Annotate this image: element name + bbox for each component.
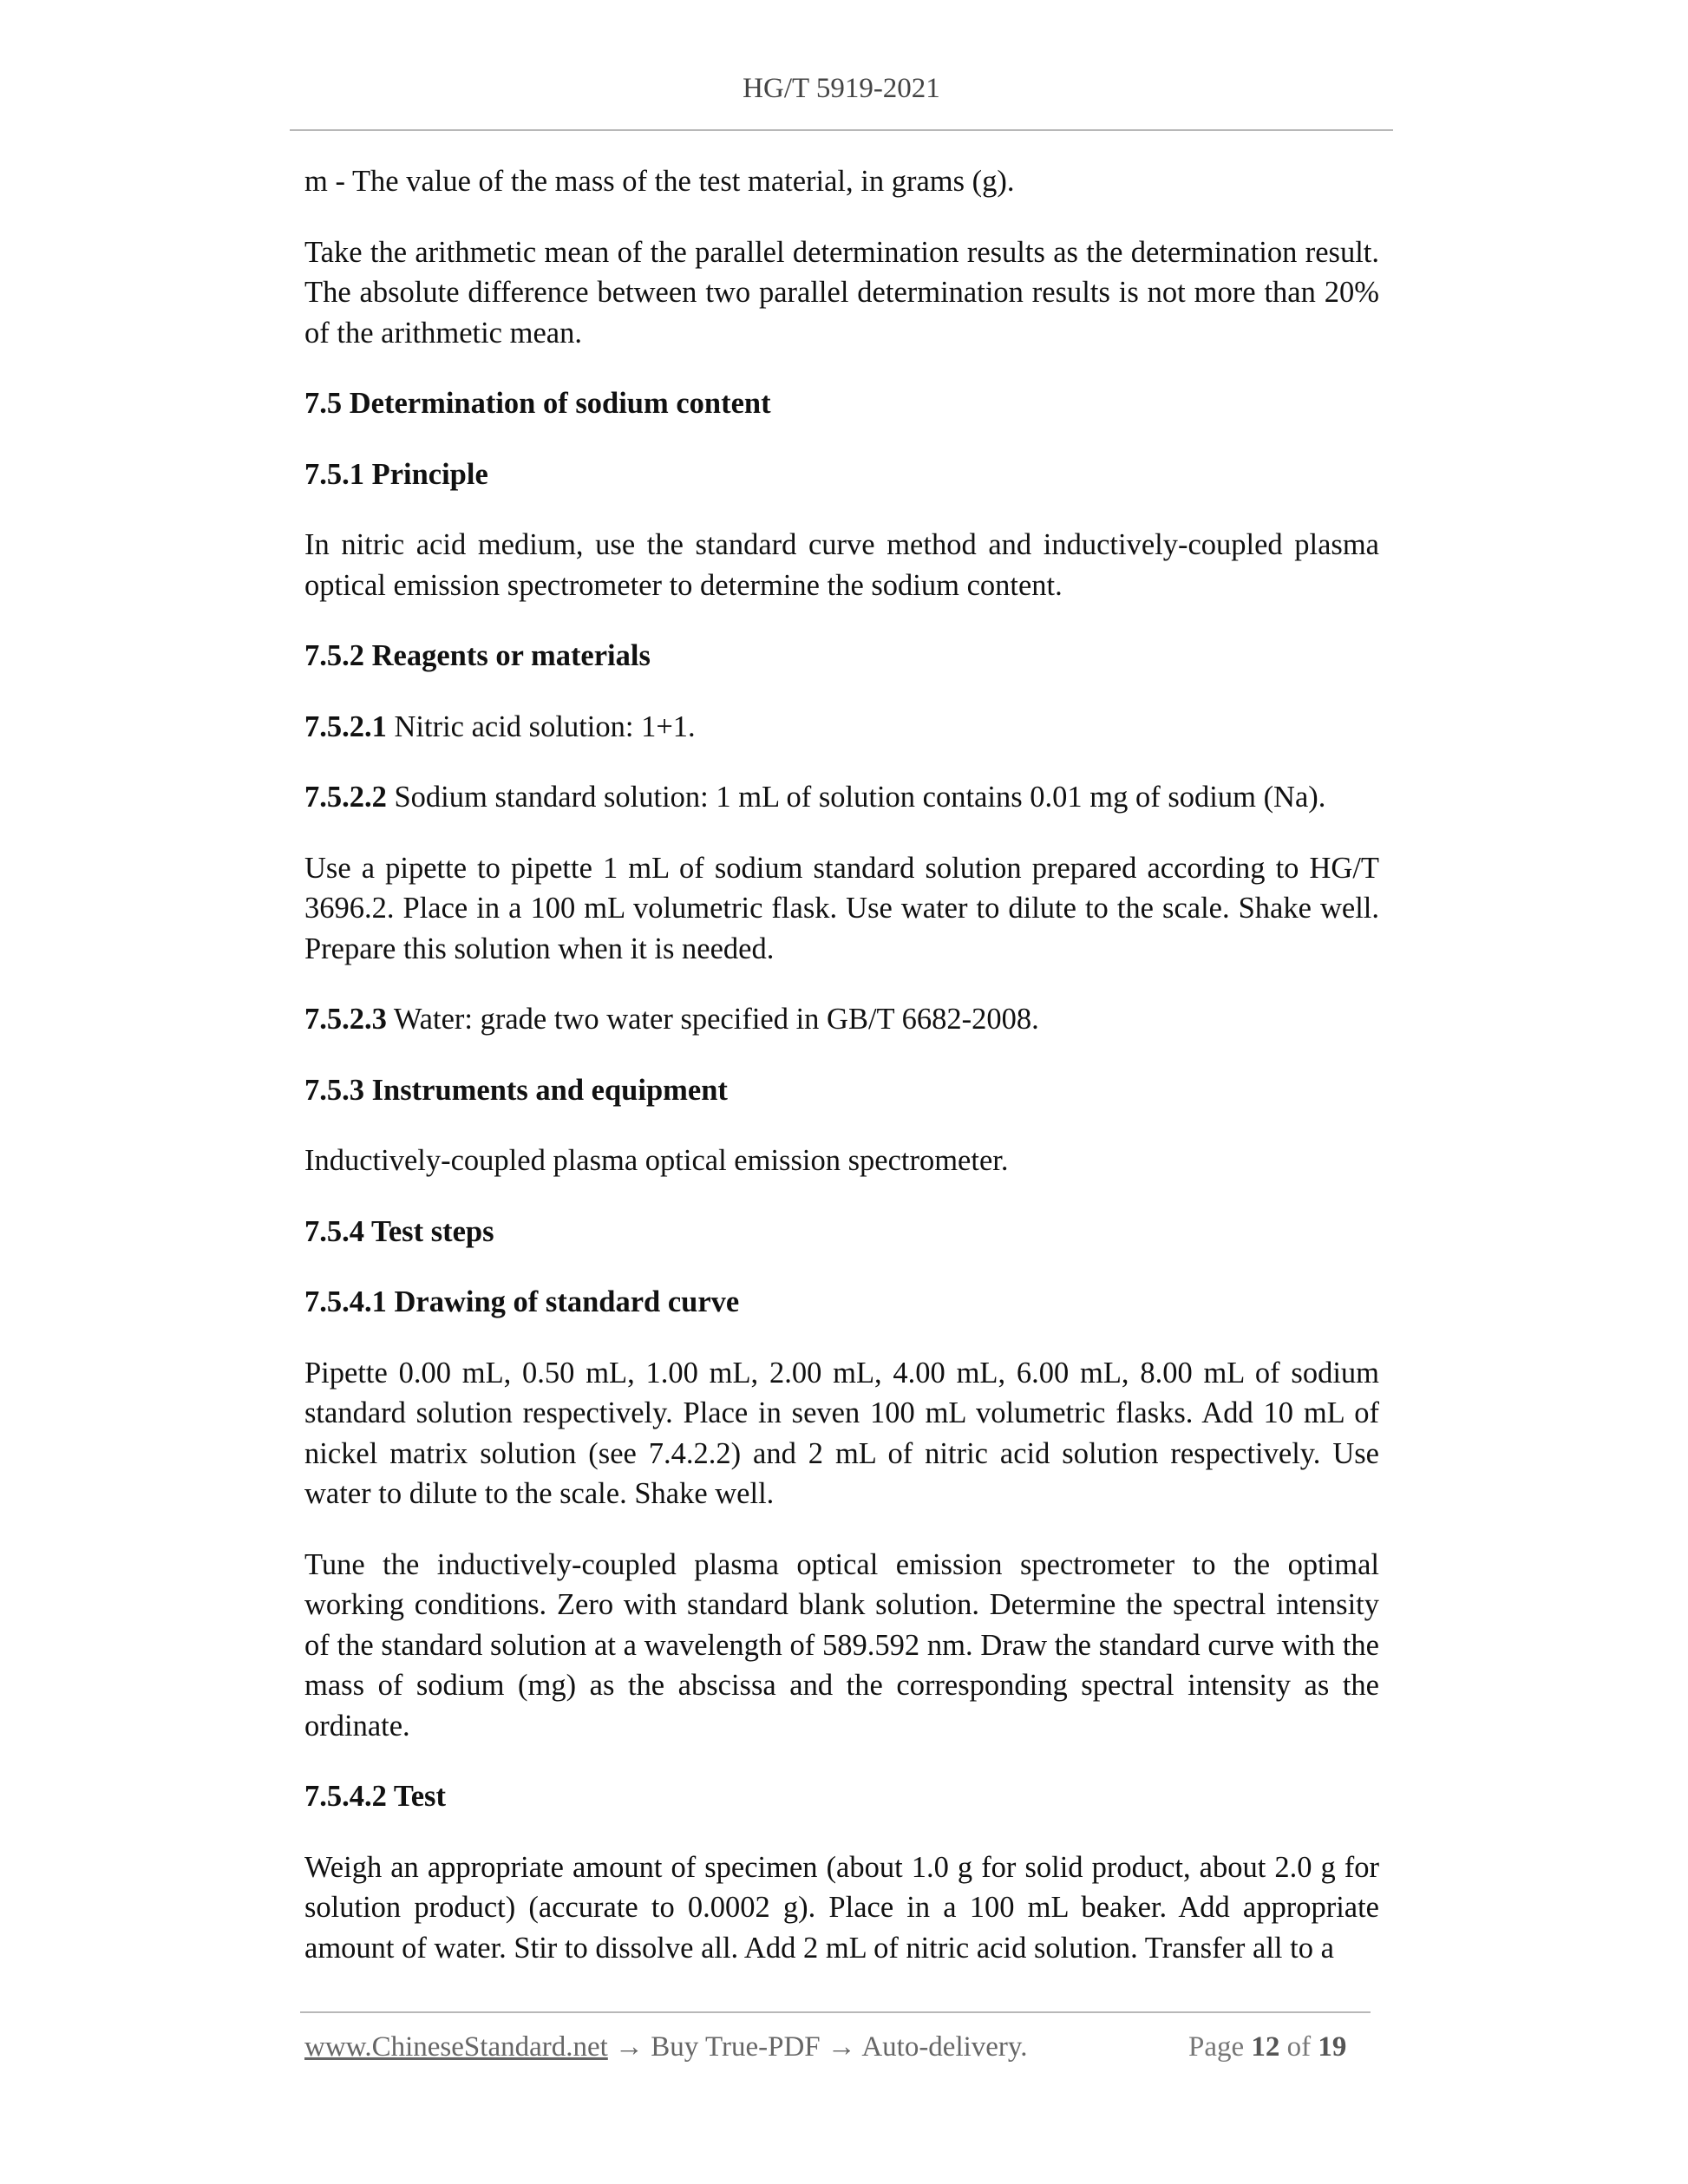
heading-7-5-1: 7.5.1 Principle (304, 457, 488, 491)
paragraph-principle: In nitric acid medium, use the standard curve method and inductively-coupled plasma optical emission spectrometer to determine the sodium content. (304, 528, 1379, 602)
buy-pdf-text: Buy True-PDF (651, 2031, 821, 2063)
clause-text: Water: grade two water specified in GB/T 6682-2008. (386, 1003, 1039, 1036)
heading-7-5-4: 7.5.4 Test steps (304, 1214, 494, 1248)
clause-text: Sodium standard solution: 1 mL of solution contains 0.01 mg of sodium (Na). (386, 781, 1326, 814)
page-total: 19 (1318, 2031, 1347, 2063)
paragraph-instrument: Inductively-coupled plasma optical emission spectrometer. (304, 1144, 1009, 1177)
paragraph-curve-pipette: Pipette 0.00 mL, 0.50 mL, 1.00 mL, 2.00 mL, 4.00 mL, 6.00 mL, 8.00 mL of sodium standard solution respectively. Place in seven 100 mL volumetric flasks. Add 10 mL of nickel matrix solution (see 7.4.2.2) and 2 mL of nitric acid solution respectively. Use water to dilute to the scale. Shake well. (304, 1356, 1379, 1510)
header-divider (290, 129, 1393, 131)
clause-number: 7.5.2.1 (304, 709, 387, 743)
paragraph-test: Weigh an appropriate amount of specimen (about 1.0 g for solid product, about 2.0 g for solution product) (accurate to 0.0002 g). Place in a 100 mL beaker. Add appropriate amount of water. Stir to dissolve all. Add 2 mL of nitric acid solution. Transfer all to a (304, 1850, 1379, 1965)
paragraph-curve-tune: Tune the inductively-coupled plasma optical emission spectrometer to the optimal working conditions. Zero with standard blank solution. Determine the spectral intensity of the standard solution at a wavelength of 589.592 nm. Draw the standard curve with the mass of sodium (mg) as the abscissa and the corresponding spectral intensity as the ordinate. (304, 1547, 1379, 1743)
arrow-right-icon: → (820, 2031, 862, 2063)
document-header: HG/T 5919-2021 (743, 73, 940, 104)
clause-text: Nitric acid solution: 1+1. (386, 709, 696, 743)
page-indicator (1188, 2031, 1346, 2063)
website-link[interactable]: www.ChineseStandard.net (304, 2031, 608, 2063)
footer-divider (300, 2011, 1371, 2013)
heading-7-5-3: 7.5.3 Instruments and equipment (304, 1073, 728, 1107)
clause-7-5-2-3 (304, 999, 1379, 1040)
arrow-right-icon: → (607, 2031, 651, 2063)
heading-7-5-4-1: 7.5.4.1 Drawing of standard curve (304, 1285, 740, 1318)
page-label: Page (1188, 2031, 1252, 2063)
page-of-label: of (1279, 2031, 1318, 2063)
clause-number: 7.5.2.3 (304, 1003, 387, 1036)
paragraph-standard-preparation: Use a pipette to pipette 1 mL of sodium standard solution prepared according to HG/T 3696.2. Place in a 100 mL volumetric flask. Use water to dilute to the scale. Shake well. Prepare this solution when it is needed. (304, 851, 1379, 965)
paragraph-mass-definition: m - The value of the mass of the test material, in grams (g). (304, 165, 1015, 198)
document-body (304, 161, 1379, 1998)
clause-number: 7.5.2.2 (304, 781, 387, 814)
paragraph-arithmetic-mean: Take the arithmetic mean of the parallel determination results as the determination result. The absolute difference between two parallel determination results is not more than 20% of the arithmetic mean. (304, 235, 1379, 350)
heading-7-5: 7.5 Determination of sodium content (304, 387, 771, 420)
page-current: 12 (1251, 2031, 1280, 2063)
heading-7-5-2: 7.5.2 Reagents or materials (304, 639, 651, 672)
auto-delivery-text: Auto-delivery. (861, 2031, 1028, 2063)
heading-7-5-4-2: 7.5.4.2 Test (304, 1780, 446, 1813)
clause-7-5-2-1 (304, 707, 1379, 748)
clause-7-5-2-2 (304, 777, 1379, 818)
footer-promo (304, 2031, 1028, 2063)
